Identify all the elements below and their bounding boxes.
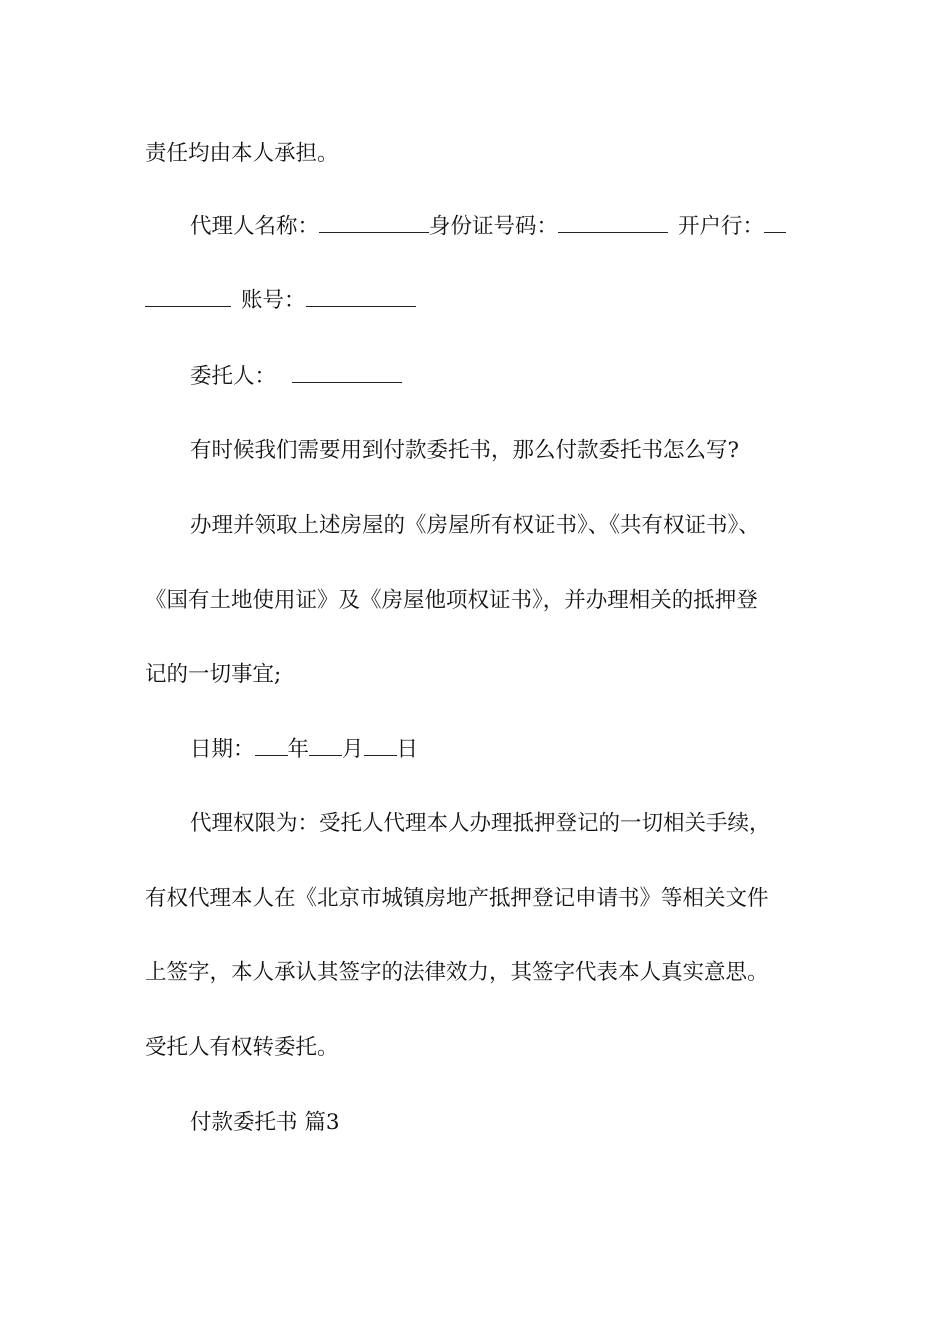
paragraph-line: 受托人有权转委托。 bbox=[145, 1035, 339, 1060]
paragraph-line: 责任均由本人承担。 bbox=[145, 141, 339, 166]
year-label: 年 bbox=[287, 737, 310, 762]
date-line bbox=[190, 735, 870, 765]
agent-name-blank bbox=[319, 212, 429, 233]
month-blank bbox=[309, 735, 342, 756]
bank-blank-end bbox=[145, 286, 231, 307]
id-number-blank bbox=[558, 212, 668, 233]
paragraph-line: 代理权限为：受托人代理本人办理抵押登记的一切相关手续， bbox=[190, 811, 771, 836]
day-blank bbox=[364, 735, 397, 756]
paragraph-line: 记的一切事宜; bbox=[145, 662, 282, 687]
paragraph-line: 有权代理本人在《北京市城镇房地产抵押登记申请书》等相关文件 bbox=[145, 886, 769, 911]
date-label: 日期： bbox=[190, 737, 255, 762]
account-line bbox=[145, 286, 825, 316]
bank-blank-start bbox=[764, 212, 786, 233]
paragraph-line: 《国有土地使用证》及《房屋他项权证书》，并办理相关的抵押登 bbox=[145, 588, 758, 613]
client-line bbox=[190, 362, 870, 392]
agent-info-line bbox=[190, 212, 870, 242]
month-label: 月 bbox=[342, 737, 364, 762]
paragraph-line: 办理并领取上述房屋的《房屋所有权证书》、《共有权证书》、 bbox=[190, 513, 760, 538]
account-label: 账号： bbox=[241, 288, 306, 313]
section-heading: 付款委托书 篇3 bbox=[190, 1110, 340, 1135]
paragraph-line: 有时候我们需要用到付款委托书，那么付款委托书怎么写? bbox=[190, 438, 740, 463]
client-blank bbox=[292, 362, 402, 383]
id-number-label: 身份证号码： bbox=[429, 214, 559, 239]
client-label: 委托人： bbox=[190, 364, 277, 389]
account-blank bbox=[306, 286, 416, 307]
day-label: 日 bbox=[396, 737, 419, 762]
paragraph-line: 上签字，本人承认其签字的法律效力，其签字代表本人真实意思。 bbox=[145, 960, 769, 985]
agent-name-label: 代理人名称： bbox=[190, 214, 320, 239]
bank-label: 开户行： bbox=[678, 214, 765, 239]
year-blank bbox=[255, 735, 288, 756]
